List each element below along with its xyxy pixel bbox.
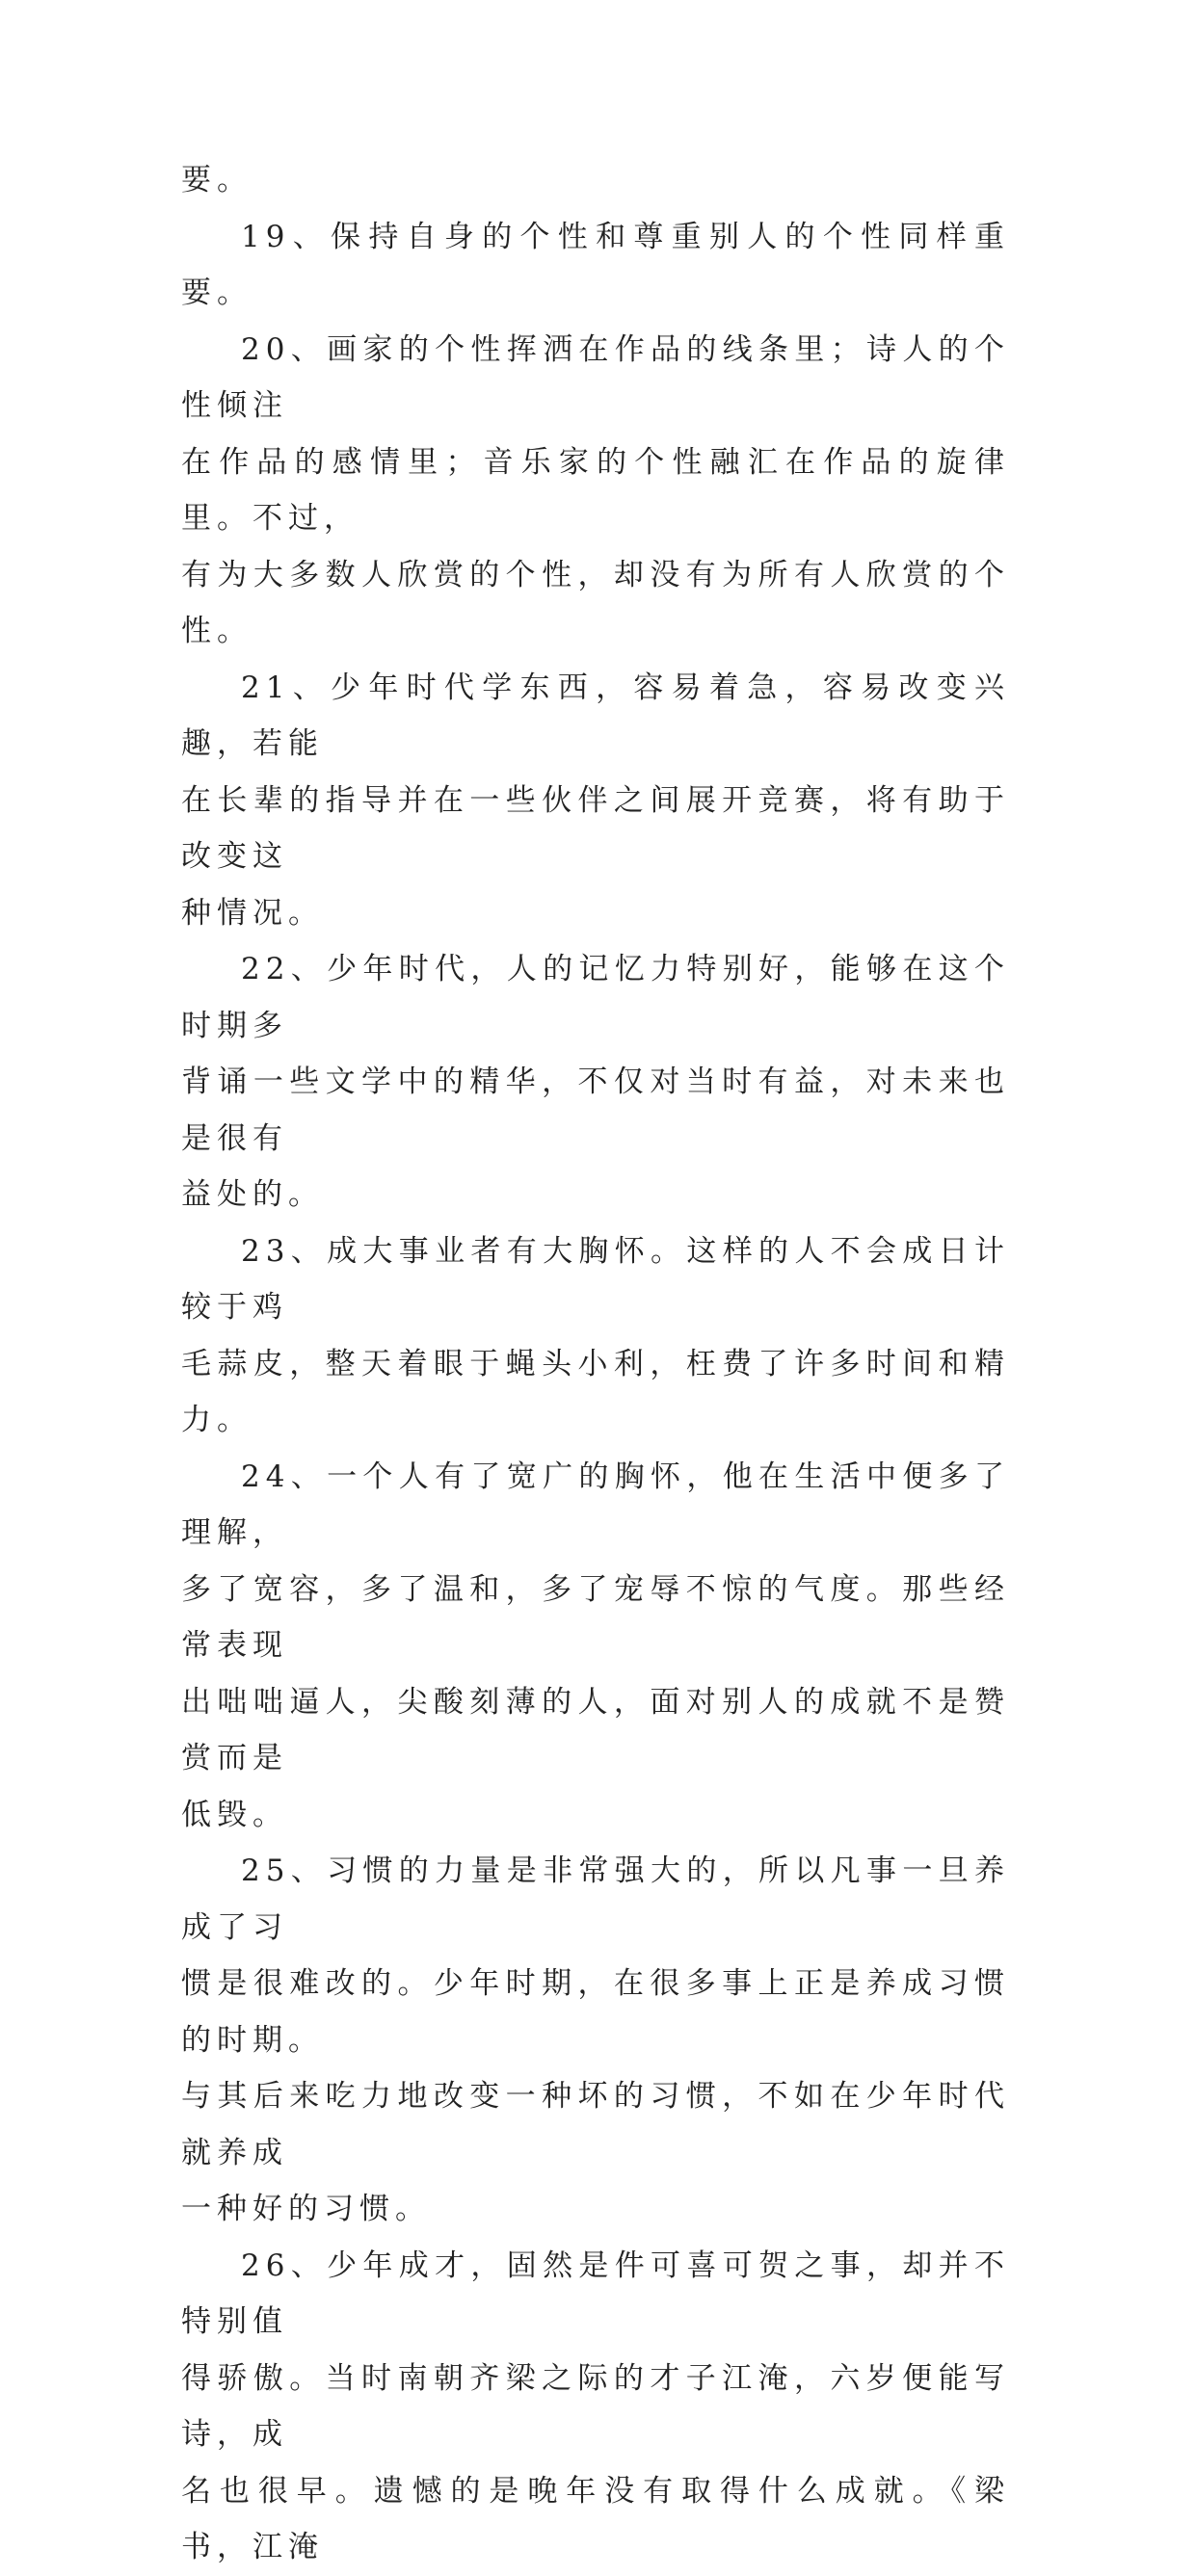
paragraph-23: 23、成大事业者有大胸怀。这样的人不会成日计较于鸡 毛蒜皮，整天着眼于蝇头小利，枉费了许多时间和精力。: [181, 1233, 1010, 1437]
paragraph-26: 26、少年成才，固然是件可喜可贺之事，却并不特别值 得骄傲。当时南朝齐梁之际的才子江淹，六岁便能写诗，成 名也很早。遗憾的是晚年没有取得什么成就。《梁书，江淹: [181, 2247, 1010, 2564]
document-body: [181, 152, 1010, 2576]
paragraph-20: 20、画家的个性挥洒在作品的线条里；诗人的个性倾注 在作品的感情里；音乐家的个性融汇在作品的旋律里。不过， 有为大多数人欣赏的个性，却没有为所有人欣赏的个性。: [181, 331, 1010, 648]
paragraph-19: 19、保持自身的个性和尊重别人的个性同样重要。: [181, 219, 1010, 310]
paragraph-21: 21、少年时代学东西，容易着急，容易改变兴趣，若能 在长辈的指导并在一些伙伴之间展开竞赛，将有助于改变这 种情况。: [181, 670, 1010, 931]
paragraph-25: 25、习惯的力量是非常强大的，所以凡事一旦养成了习 惯是很难改的。少年时期，在很多事上正是养成习惯的时期。 与其后来吃力地改变一种坏的习惯，不如在少年时代就养成 一种好的习惯。: [181, 1853, 1010, 2226]
paragraph-22: 22、少年时代，人的记忆力特别好，能够在这个时期多 背诵一些文学中的精华，不仅对当时有益，对未来也是很有 益处的。: [181, 952, 1010, 1212]
paragraph-continuation: 要。: [181, 163, 252, 197]
paragraph-24: 24、一个人有了宽广的胸怀，他在生活中便多了理解， 多了宽容，多了温和，多了宠辱不惊的气度。那些经常表现 出咄咄逼人，尖酸刻薄的人，面对别人的成就不是赞赏而是 低毁。: [181, 1459, 1010, 1832]
